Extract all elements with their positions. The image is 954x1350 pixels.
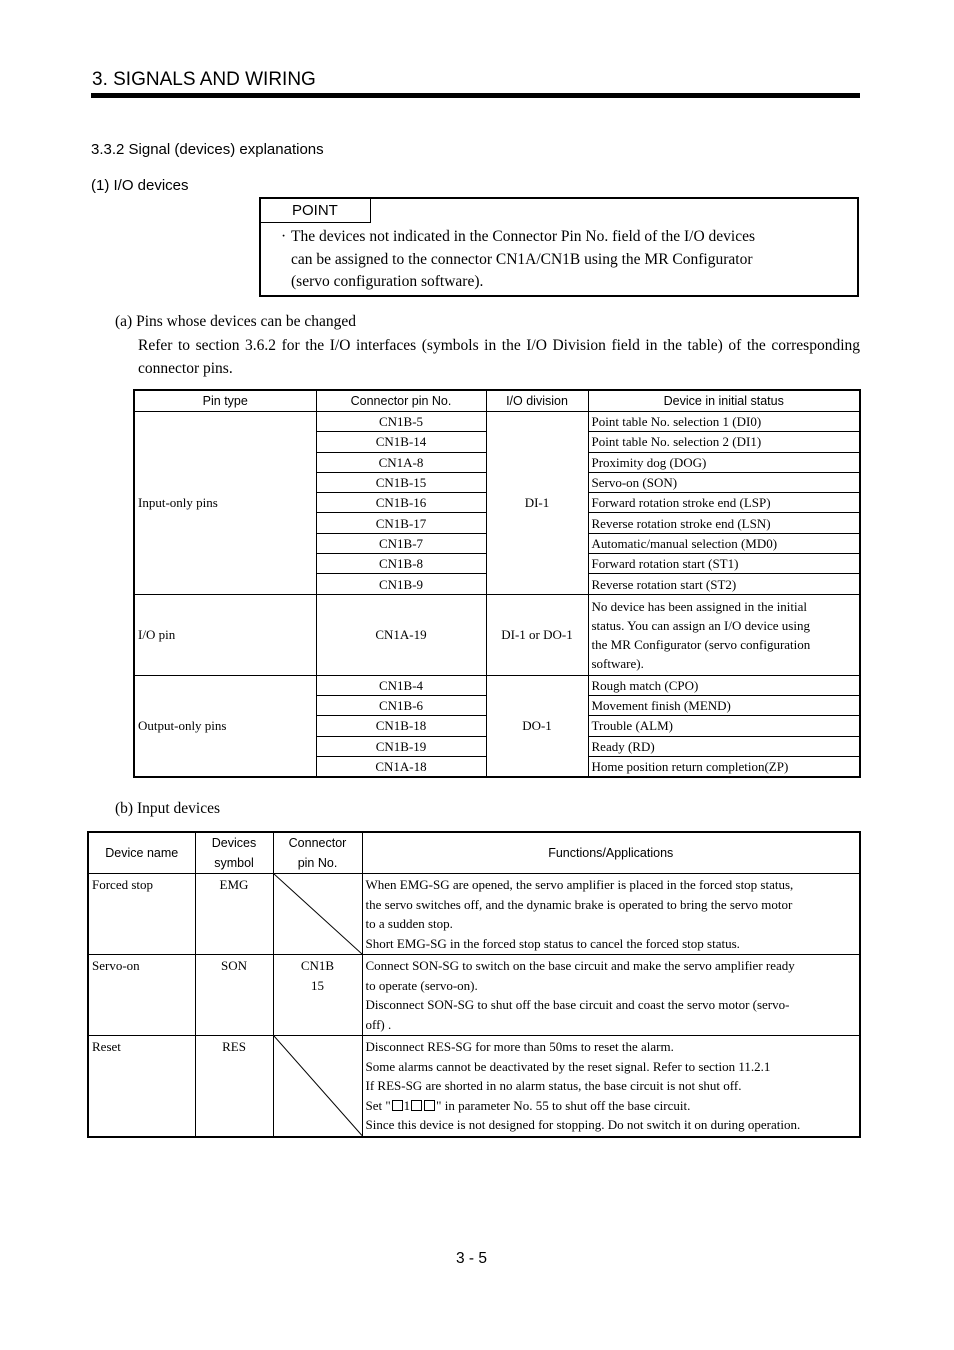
connector-pin-cell: CN1A-19 [316,594,486,675]
connector-pin-cell: CN1B-9 [316,574,486,594]
point-label: POINT [261,199,371,223]
connector-pin-empty-cell [273,1036,362,1137]
section-heading: 3.3.2 Signal (devices) explanations [91,141,324,158]
pins-section-title: (a) Pins whose devices can be changed [115,313,357,330]
pin-type-cell: I/O pin [134,594,316,675]
device-cell: Home position return completion(ZP) [588,756,860,777]
header-symbol-line: symbol [214,856,254,870]
device-line: No device has been assigned in the initial [591,598,808,614]
function-line: to operate (servo-on). [365,977,478,993]
point-line: (servo configuration software). [291,273,484,290]
device-cell: Proximity dog (DOG) [588,452,860,472]
function-line: If RES-SG are shorted in no alarm status, the base circuit is not shut off. [365,1078,742,1093]
device-line: status. You can assign an I/O device using [591,617,810,633]
function-line: Disconnect RES-SG for more than 50ms to reset the alarm. [365,1039,674,1054]
io-division-cell: DO-1 [486,675,588,777]
io-division-cell: DI-1 or DO-1 [486,594,588,675]
device-cell: Point table No. selection 1 (DI0) [588,412,860,432]
device-cell: Servo-on (SON) [588,472,860,492]
page-number: 3 - 5 [456,1250,488,1267]
function-line: Connect SON-SG to switch on the base circuit and make the servo amplifier ready [365,958,795,973]
chapter-title: 3. SIGNALS AND WIRING [92,69,316,90]
device-cell: Forward rotation start (ST1) [588,554,860,574]
header-connector-pin [273,832,362,874]
connector-pin-cell: CN1B-6 [316,695,486,715]
pins-table-header [134,390,860,412]
device-cell: Forward rotation stroke end (LSP) [588,493,860,513]
function-line: the servo switches off, and the dynamic brake is operated to bring the servo motor [365,896,793,912]
io-division-cell: DI-1 [486,412,588,595]
table-row [88,1036,860,1137]
connector-pin-cell: CN1B-4 [316,675,486,695]
function-line: Some alarms cannot be deactivated by the reset signal. Refer to section 11.2.1 [365,1058,771,1074]
device-cell: Trouble (ALM) [588,716,860,736]
param-prefix: Set " [365,1097,391,1113]
diagonal-line [274,874,362,954]
pin-type-cell: Input-only pins [134,412,316,595]
connector-pin-cell: CN1B-5 [316,412,486,432]
chapter-rule [91,93,860,98]
diagonal-line [274,1036,362,1136]
function-line: Short EMG-SG in the forced stop status to cancel the forced stop status. [365,935,740,951]
table-row [134,675,860,695]
function-cell [362,1036,860,1137]
connector-pin-line: CN1B [300,958,335,973]
device-symbol-cell: EMG [195,874,273,955]
placeholder-square-icon [392,1100,403,1111]
device-name-cell: Servo-on [88,955,195,1036]
device-name-cell: Reset [88,1036,195,1137]
function-cell [362,955,860,1036]
table-row [134,594,860,675]
device-name-cell: Forced stop [88,874,195,955]
connector-pin-cell: CN1A-18 [316,756,486,777]
function-line: Since this device is not designed for stopping. Do not switch it on during operation. [365,1117,801,1132]
device-symbol-cell: SON [195,955,273,1036]
function-line: to a sudden stop. [365,916,453,931]
point-box [259,197,859,297]
header-symbol-line: Devices [211,836,257,850]
header-pin-line: pin No. [297,856,338,870]
device-cell: Reverse rotation stroke end (LSN) [588,513,860,533]
device-line: software). [591,655,644,671]
pins-section-text: Refer to section 3.6.2 for the I/O interfaces (symbols in the I/O Division field in the table) of the corresponding connector pins. [138,337,860,377]
placeholder-square-icon [411,1100,422,1111]
param-middle: 1 [403,1097,411,1113]
table-row [88,874,860,955]
header-functions: Functions/Applications [362,832,860,874]
input-table-header [88,832,860,874]
table-row [88,955,860,1036]
device-cell: Rough match (CPO) [588,675,860,695]
function-line [366,1096,857,1116]
point-text [281,226,851,294]
device-cell: Automatic/manual selection (MD0) [588,533,860,553]
device-symbol-cell: RES [195,1036,273,1137]
connector-pin-cell: CN1B-7 [316,533,486,553]
table-row [134,412,860,432]
subsection-heading: (1) I/O devices [91,177,189,194]
device-cell: Reverse rotation start (ST2) [588,574,860,594]
header-pin-line: Connector [288,836,347,850]
header-io-division: I/O division [486,390,588,412]
function-line: Disconnect SON-SG to shut off the base circuit and coast the servo motor (servo- [365,997,790,1012]
device-line: the MR Configurator (servo configuration [591,636,811,652]
placeholder-square-icon [424,1100,435,1111]
connector-pin-cell: CN1B-18 [316,716,486,736]
param-suffix: " in parameter No. 55 to shut off the base circuit. [436,1097,691,1113]
device-cell [588,594,860,675]
function-line: off) . [365,1016,392,1032]
point-bullet: · [281,228,287,245]
connector-pin-cell: CN1B-15 [316,472,486,492]
connector-pin-cell [273,955,362,1036]
connector-pin-cell: CN1B-14 [316,432,486,452]
function-cell [362,874,860,955]
device-cell: Movement finish (MEND) [588,695,860,715]
connector-pin-empty-cell [273,874,362,955]
connector-pin-line: 15 [311,977,324,993]
header-pin-type: Pin type [134,390,316,412]
device-cell: Point table No. selection 2 (DI1) [588,432,860,452]
connector-pin-cell: CN1B-8 [316,554,486,574]
input-devices-table [87,831,861,1138]
connector-pin-cell: CN1B-16 [316,493,486,513]
point-line: can be assigned to the connector CN1A/CN1B using the MR Configurator [291,250,753,268]
point-line: The devices not indicated in the Connector Pin No. field of the I/O devices [291,228,756,245]
header-device-symbol [195,832,273,874]
input-devices-title: (b) Input devices [115,800,221,817]
header-device-name: Device name [88,832,195,874]
function-line: When EMG-SG are opened, the servo amplifier is placed in the forced stop status, [365,877,794,892]
header-connector-pin: Connector pin No. [316,390,486,412]
connector-pin-cell: CN1B-19 [316,736,486,756]
pin-type-cell: Output-only pins [134,675,316,777]
pins-table [133,389,861,778]
connector-pin-cell: CN1A-8 [316,452,486,472]
header-device-initial: Device in initial status [588,390,860,412]
device-cell: Ready (RD) [588,736,860,756]
connector-pin-cell: CN1B-17 [316,513,486,533]
